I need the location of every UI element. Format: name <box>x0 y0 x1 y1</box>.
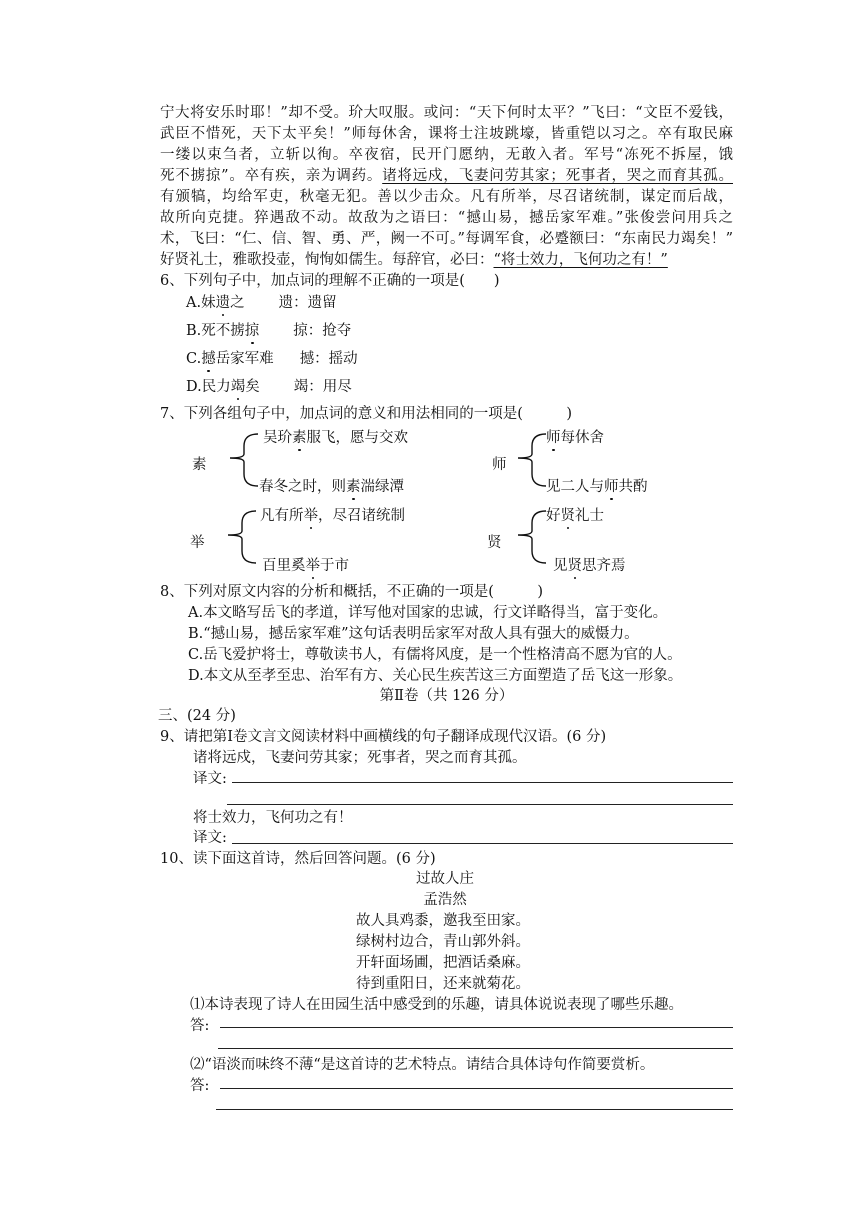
dotted-word: 掠 <box>244 323 260 339</box>
option-gloss: 竭：用尽 <box>293 379 352 395</box>
q10-subquestion-1: ⑴本诗表现了诗人在田园生活中感受到的乐趣，请具体说说表现了哪些乐趣。 <box>190 997 683 1013</box>
poem-title: 过故人庄 <box>416 871 474 887</box>
dotted-word: 遗 <box>215 295 231 311</box>
answer-line[interactable] <box>232 782 733 783</box>
option-text: 死不掳 <box>201 323 245 339</box>
brace-icon <box>508 505 548 565</box>
sentence-text: 见二人与 <box>546 479 604 495</box>
q8-option-b: B.“撼山易，撼岳家军难”这句话表明岳家军对敌人具有强大的威慑力。 <box>188 626 639 642</box>
answer-line[interactable] <box>216 1109 733 1110</box>
answer-line[interactable] <box>227 804 733 805</box>
dotted-word: 师 <box>546 430 561 446</box>
answer-line[interactable] <box>232 843 733 844</box>
passage-line: 有颁犒，均给军吏，秋毫无犯。善以少击众。凡有所举，尽召诸统制，谋定而后战， <box>160 189 733 205</box>
dotted-word: 素 <box>346 479 361 495</box>
passage-line: 故所向克捷。猝遇敌不动。故敌为之语曰：“撼山易，撼岳家军难。”张俊尝问用兵之 <box>160 210 733 226</box>
group-sentence <box>259 477 404 497</box>
passage-line: 一缕以束刍者，立斩以徇。卒夜宿，民开门愿纳，无敢入者。军号“冻死不拆屋，饿 <box>160 147 733 163</box>
dotted-word: 素 <box>292 430 307 446</box>
sentence-text: ，尽召诸统制 <box>318 508 405 524</box>
question-6-stem: 6、下列句子中，加点词的理解不正确的一项是( ) <box>160 273 500 289</box>
option-letter: C. <box>186 351 202 367</box>
q6-option-d <box>186 377 352 397</box>
poem-line: 故人具鸡黍，邀我至田家。 <box>356 913 530 929</box>
q9-sentence-1: 诸将远戍，飞妻问劳其家；死事者，哭之而育其孤。 <box>193 750 527 766</box>
option-gloss: 撼：摇动 <box>299 351 358 367</box>
group-sentence <box>546 428 604 448</box>
q6-option-a <box>186 293 337 313</box>
option-letter: B. <box>186 323 202 339</box>
question-7-stem: 7、下列各组句子中，加点词的意义和用法相同的一项是( ) <box>160 406 573 422</box>
passage-text: 好贤礼士，雅歌投壶，恂恂如儒生。每辞官，必曰： <box>160 252 494 268</box>
q6-option-c <box>186 349 358 369</box>
group-word: 举 <box>190 535 205 551</box>
group-sentence <box>546 506 604 526</box>
option-text: 妹 <box>201 295 216 311</box>
passage-line <box>160 166 733 186</box>
answer-line[interactable] <box>220 1027 733 1028</box>
q8-option-d: D.本文从至孝至忠、治军有方、关心民生疾苦这三方面塑造了岳飞这一形象。 <box>188 668 683 684</box>
q10-subquestion-2: ⑵“语淡而味终不薄“是这首诗的艺术特点。请结合具体诗句作简要赏析。 <box>190 1057 655 1073</box>
sentence-text: 思齐焉 <box>582 558 626 574</box>
group-sentence <box>262 556 349 576</box>
passage-line: 宁大将安乐时耶！”却不受。玠大叹服。或问：“天下何时太平？”飞曰：“文臣不爱钱， <box>160 105 733 121</box>
q10-answer-label-1: 答: <box>190 1018 210 1034</box>
q8-option-c: C.岳飞爱护将士，尊敬读书人，有儒将风度，是一个性格清高不愿为官的人。 <box>188 647 682 663</box>
option-letter: D. <box>186 379 202 395</box>
sentence-text: 百里奚 <box>262 558 306 574</box>
poem-line: 待到重阳日，还来就菊花。 <box>356 976 530 992</box>
sentence-text: 凡有所 <box>260 508 304 524</box>
sentence-text: 春冬之时，则 <box>259 479 346 495</box>
question-9-stem: 9、请把第Ⅰ卷文言文阅读材料中画横线的句子翻译成现代汉语。(6 分) <box>160 729 607 745</box>
dotted-word: 师 <box>604 479 619 495</box>
q6-option-b <box>186 321 351 341</box>
option-gloss: 遗：遗留 <box>278 295 337 311</box>
passage-line: 术，飞曰：“仁、信、智、勇、严，阙一不可。”每调军食，必蹙额曰：“东南民力竭矣！” <box>160 231 733 247</box>
sentence-text: 服飞，愿与交欢 <box>306 430 408 446</box>
group-sentence <box>263 428 408 448</box>
sentence-text: 见 <box>553 558 568 574</box>
sentence-text: 吴玠 <box>263 430 292 446</box>
q9-sentence-2: 将士效力，飞何功之有！ <box>193 810 353 826</box>
dotted-word: 贤 <box>560 508 575 524</box>
poem-author: 孟浩然 <box>423 892 467 908</box>
q9-answer-label-2: 译文: <box>193 830 227 846</box>
question-8-stem: 8、下列对原文内容的分析和概括，不正确的一项是( ) <box>160 584 544 600</box>
group-sentence <box>260 506 405 526</box>
answer-line[interactable] <box>218 1048 733 1049</box>
option-text: 之 <box>230 295 245 311</box>
sentence-text: 于市 <box>320 558 349 574</box>
q10-answer-label-2: 答: <box>190 1078 210 1094</box>
option-letter: A. <box>186 295 202 311</box>
sentence-text: 共酌 <box>618 479 648 495</box>
option-text: 岳家军难 <box>215 351 274 367</box>
section-2-title: 第Ⅱ卷（共 126 分） <box>379 688 514 704</box>
dotted-word: 贤 <box>567 558 582 574</box>
brace-icon <box>508 428 548 488</box>
passage-line: 武臣不惜死，天下太平矣！”师每休舍，课将士注坡跳壕，皆重铠以习之。卒有取民麻 <box>160 126 733 142</box>
question-10-stem: 10、读下面这首诗，然后回答问题。(6 分) <box>160 851 436 867</box>
q9-answer-label-1: 译文: <box>193 771 227 787</box>
q8-option-a: A.本文略写岳飞的孝道，详写他对国家的忠诚，行文详略得当，富于变化。 <box>188 605 668 621</box>
group-sentence <box>553 556 626 576</box>
option-gloss: 掠：抢夺 <box>293 323 352 339</box>
dotted-word: 举 <box>303 508 318 524</box>
section-3-title: 三、(24 分) <box>158 708 236 724</box>
sentence-text: 每休舍 <box>560 430 604 446</box>
brace-icon <box>218 505 258 565</box>
poem-line: 绿树村边合，青山郭外斜。 <box>356 934 530 950</box>
sentence-text: 湍绿潭 <box>360 479 404 495</box>
passage-text: 死不掳掠”。卒有疾，亲为调药。 <box>160 168 383 184</box>
answer-line[interactable] <box>220 1088 733 1089</box>
dotted-word: 举 <box>305 558 320 574</box>
dotted-word: 撼 <box>201 351 216 367</box>
sentence-text: 好 <box>546 508 561 524</box>
sentence-text: 礼士 <box>575 508 604 524</box>
dotted-word: 竭 <box>230 379 246 395</box>
passage-line <box>160 250 733 270</box>
group-sentence <box>546 477 648 497</box>
poem-line: 开轩面场圃，把酒话桑麻。 <box>356 955 530 971</box>
option-text: 民力 <box>201 379 231 395</box>
group-word: 贤 <box>487 535 502 551</box>
underlined-sentence: 诸将远戍，飞妻问劳其家；死事者，哭之而育其孤。 <box>382 168 733 184</box>
group-word: 师 <box>492 457 507 473</box>
group-word: 素 <box>192 457 207 473</box>
option-text: 矣 <box>245 379 260 395</box>
underlined-sentence: “将士效力，飞何功之有！” <box>493 252 668 268</box>
brace-icon <box>220 428 260 488</box>
